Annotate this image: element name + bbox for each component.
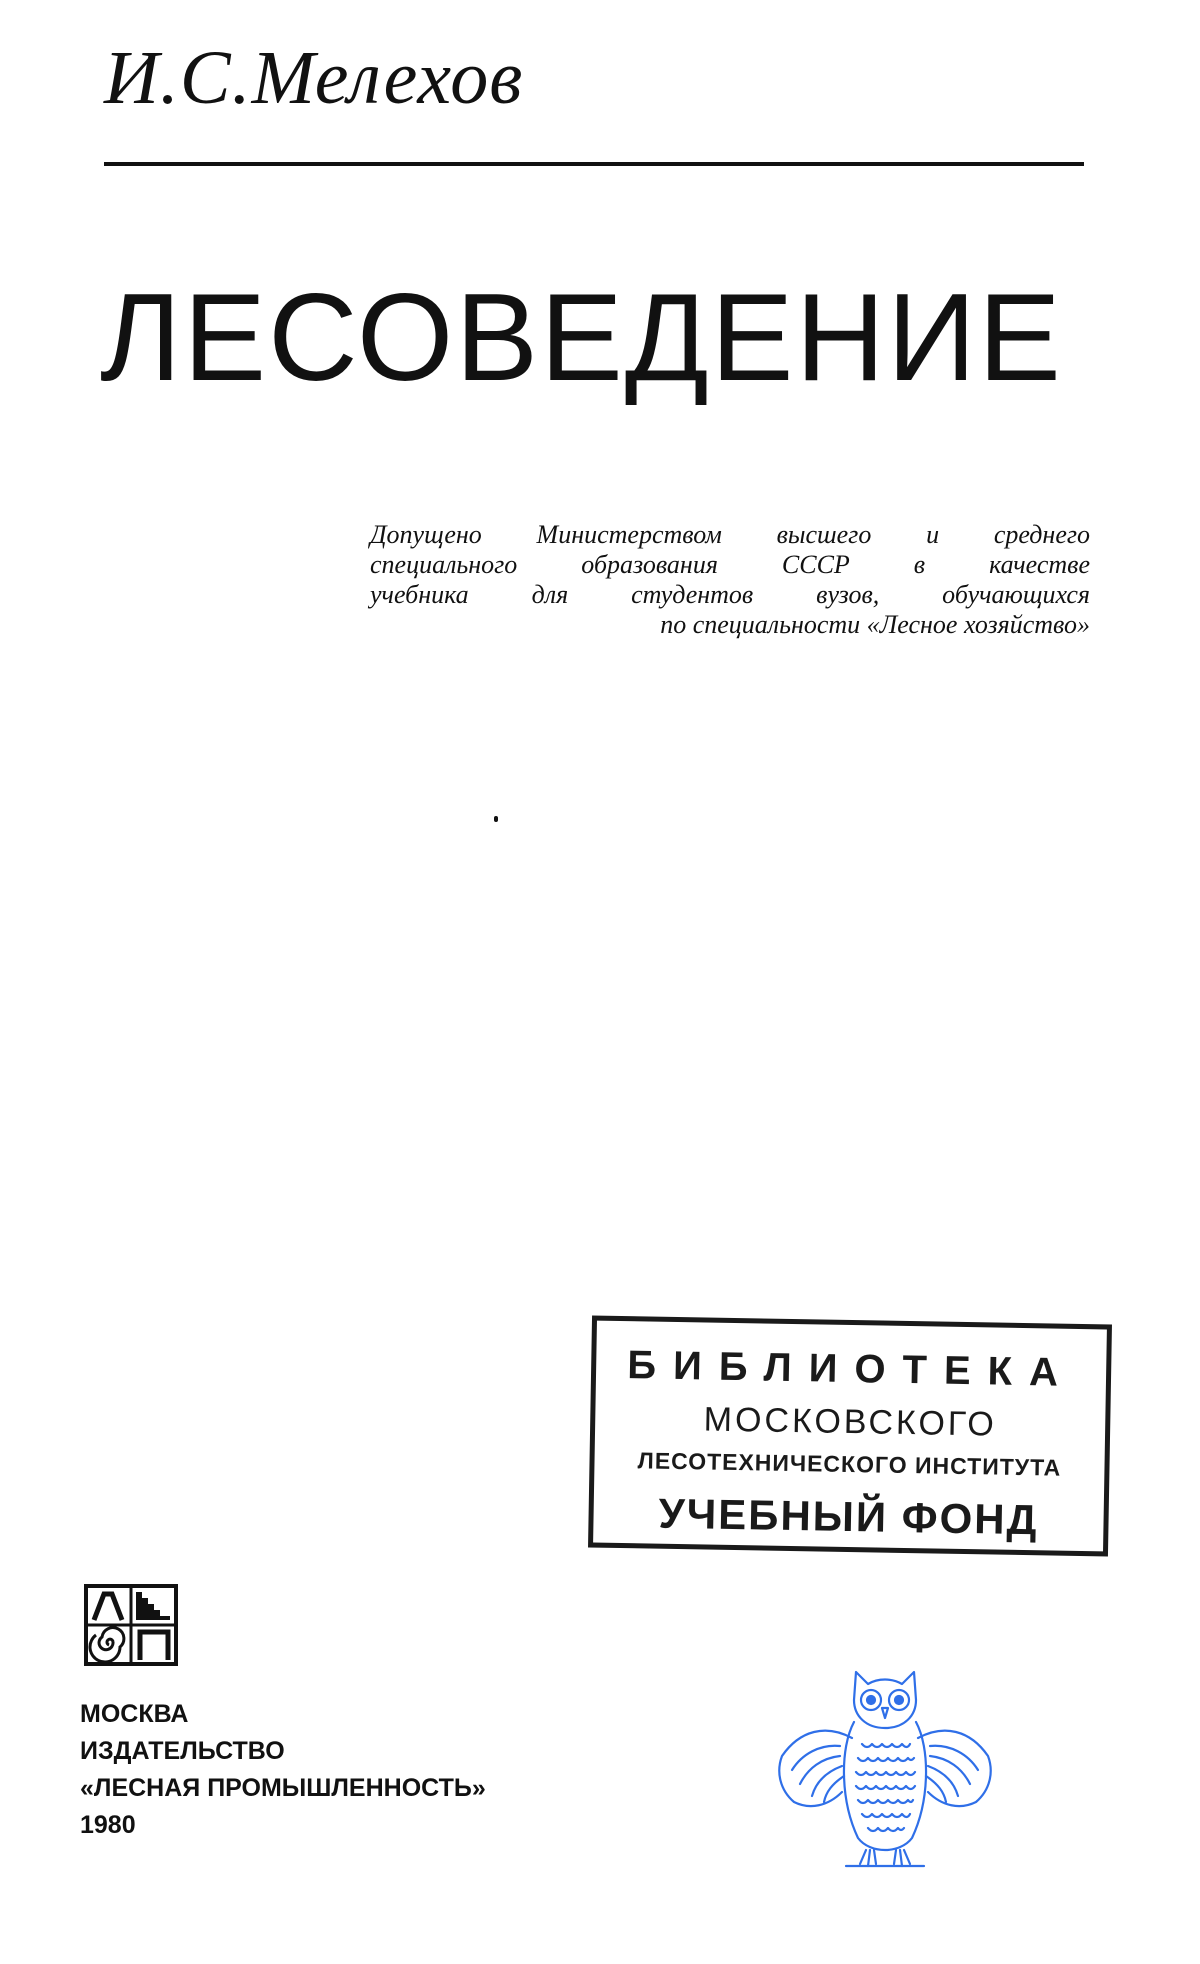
imprint-publisher-name: «ЛЕСНАЯ ПРОМЫШЛЕННОСТЬ» [80, 1774, 486, 1802]
author-divider [104, 162, 1084, 166]
imprint-year: 1980 [80, 1811, 136, 1839]
stamp-line-4: УЧЕБНЫЙ ФОНД [658, 1489, 1039, 1544]
approval-line-1: Допущено Министерством высшего и среднего [370, 520, 1090, 549]
stamp-line-3: ЛЕСОТЕХНИЧЕСКОГО ИНСТИТУТА [637, 1447, 1062, 1481]
publisher-logo-icon [84, 1584, 178, 1666]
library-stamp [588, 1315, 1112, 1556]
imprint-city: МОСКВА [80, 1700, 189, 1728]
stamp-line-2: МОСКОВСКОГО [703, 1400, 998, 1444]
approval-line-2: специального образования СССР в качестве [370, 550, 1090, 579]
owl-icon [770, 1660, 1000, 1882]
approval-line-3: учебника для студентов вузов, обучающихся [370, 580, 1090, 609]
book-title: ЛЕСОВЕДЕНИЕ [100, 269, 1063, 407]
imprint-publisher-label: ИЗДАТЕЛЬСТВО [80, 1737, 285, 1765]
print-speck [494, 816, 498, 822]
publisher-imprint [80, 1696, 486, 1844]
author-name: И.С.Мелехов [104, 36, 524, 120]
approval-line-4: по специальности «Лесное хозяйство» [660, 610, 1090, 639]
approval-note [370, 520, 1090, 640]
stamp-line-1: БИБЛИОТЕКА [627, 1343, 1076, 1395]
